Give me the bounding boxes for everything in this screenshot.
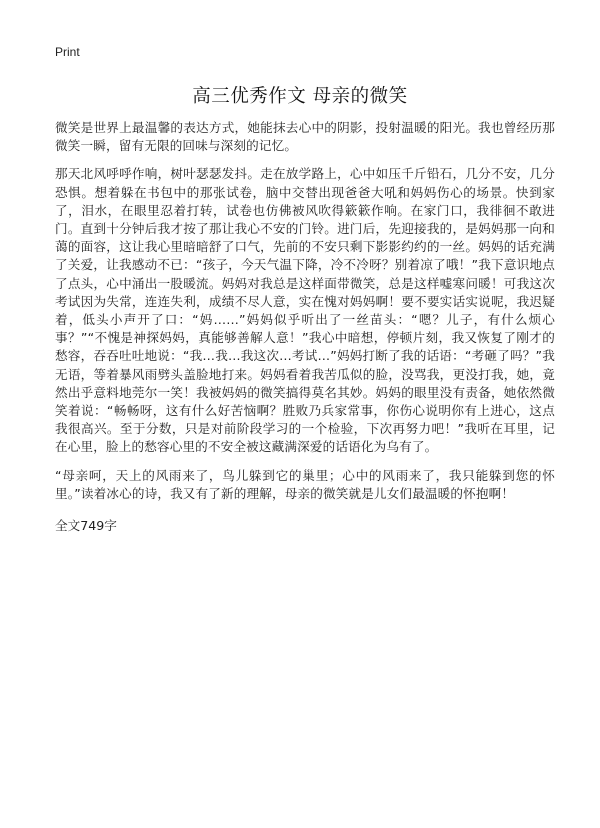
article-paragraph-3: “母亲呵，天上的风雨来了，鸟儿躲到它的巢里；心中的风雨来了，我只能躲到您的怀里。”读着冰心的诗，我又有了新的理解，母亲的微笑就是儿女们最温暖的怀抱啊！ xyxy=(55,467,555,501)
article-title: 高三优秀作文 母亲的微笑 xyxy=(192,86,408,107)
article-paragraph-2: 那天北风呼呼作响，树叶瑟瑟发抖。走在放学路上，心中如压千斤铅石，几分不安，几分恐惧。想着躲在书包中的那张试卷，脑中交替出现爸爸大吼和妈妈伤心的场景。快到家了，泪水，在眼里忍着打转，试卷也仿佛被风吹得簌簌作响。在家门口，我徘徊不敢进门。直到十分钟后我才按了那让我心不安的门铃。进门后，先迎接我的，是妈妈那一向和蔼的面容，这让我心里暗暗舒了口气，先前的不安只剩下影影约约的一丝。妈妈的话充满了关爱，让我感动不已：“孩子，今天气温下降，冷不冷呀？别着凉了哦！”我下意识地点了点头，心中涌出一股暖流。妈妈对我总是这样面带微笑，总是这样嘘寒问暖！可我这次考试因为失常，连连失利，成绩不尽人意，实在愧对妈妈啊！要不要实话实说呢，我迟疑着，低头小声开了口：“妈……”妈妈似乎听出了一丝苗头：“嗯？儿子，有什么烦心事？”“不愧是神探妈妈，真能够善解人意！”我心中暗想，停顿片刻，我又恢复了刚才的愁容，吞吞吐吐地说：“我…我…我这次…考试…”妈妈打断了我的话语：“考砸了吗？”我无语，等着暴风雨劈头盖脸地打来。妈妈看着我苦瓜似的脸，没骂我，更没打我，她，竟然出乎意料地莞尔一笑！我被妈妈的微笑搞得莫名其妙。妈妈的眼里没有责备，她依然微笑着说：“畅畅呀，这有什么好苦恼啊？胜败乃兵家常事，你伤心说明你有上进心，这点我很高兴。至于分数，只是对前阶段学习的一个检验，下次再努力吧！”我听在耳里，记在心里，脸上的愁容心里的不安全被这藏满深爱的话语化为乌有了。 xyxy=(55,166,555,455)
article-body xyxy=(55,119,555,535)
article-paragraph-1: 微笑是世界上最温馨的表达方式，她能抹去心中的阴影，投射温暖的阳光。我也曾经历那微笑一瞬，留有无限的回味与深刻的记忆。 xyxy=(55,120,555,154)
print-link[interactable]: Print xyxy=(55,45,80,59)
word-count: 全文749字 xyxy=(55,518,117,534)
